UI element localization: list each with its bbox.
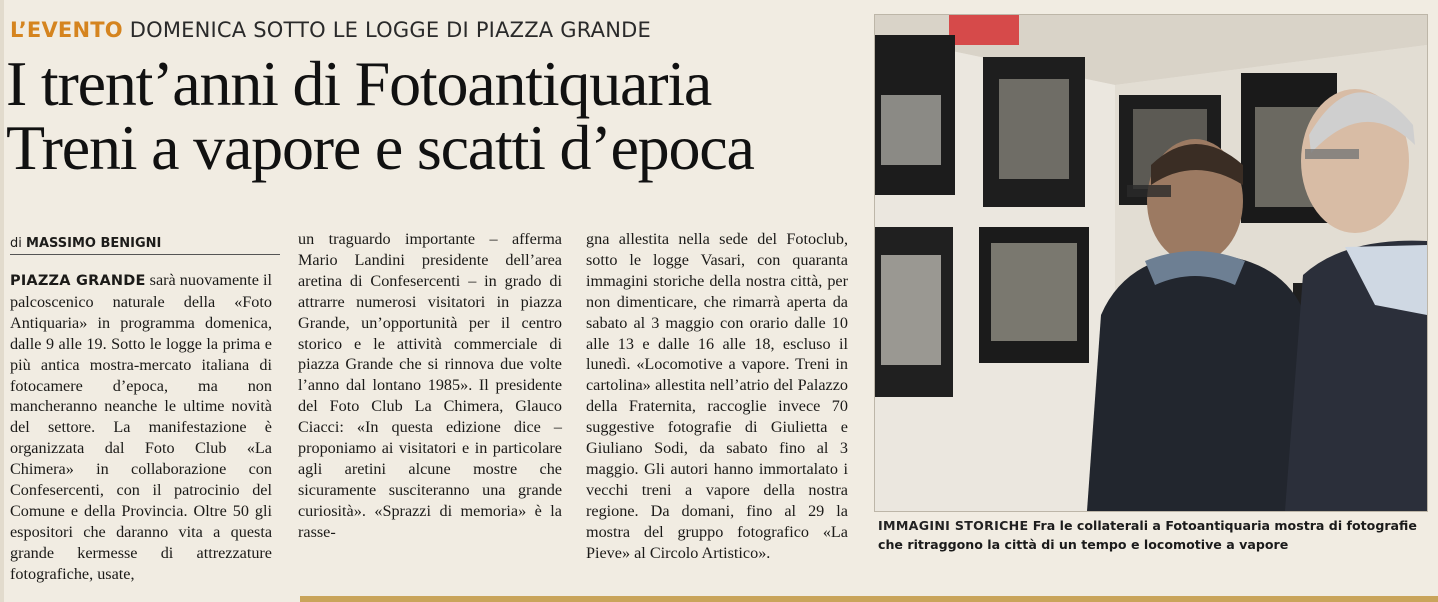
lead-word: PIAZZA GRANDE: [10, 273, 146, 289]
article-column-1: [10, 270, 272, 585]
caption-title: IMMAGINI STORICHE: [878, 518, 1029, 533]
exhibition-photo-illustration: [875, 15, 1427, 511]
byline: [10, 236, 161, 251]
headline-line-2: Treni a vapore e scatti d’epoca: [6, 112, 754, 183]
page-edge: [0, 0, 4, 602]
byline-author: MASSIMO BENIGNI: [26, 236, 162, 251]
headline-line-1: I trent’anni di Fotoantiquaria: [6, 48, 712, 119]
photo-caption: [878, 516, 1426, 554]
column-3-text: gna allestita nella sede del Fotoclub, sotto le logge Vasari, con quaranta immagini storiche della nostra città, per non dimenticare, che rimarrà aperta da sabato al 3 maggio con orario dalle 10 alle 13 e dalle 16 alle 18, escluso il lunedì. «Locomotive a vapore. Treni in cartolina» allestita nell’atrio del Palazzo della Fraternita, raccoglie invece 70 suggestive fotografie di Giulietta e Giuliano Sodi, da sabato fino al 3 maggio. Gli autori hanno immortalato i vecchi treni a vapore della nostra regione. Da domani, fino al 29 la mostra del gruppo fotografico «La Pieve» al Circolo Artistico».: [586, 230, 848, 562]
byline-prefix: di: [10, 236, 22, 251]
headline: [6, 48, 866, 183]
column-2-text: un traguardo importante – afferma Mario Landini presidente dell’area aretina di Confesercenti – in grado di attrarre numerosi visitatori in piazza Grande, un’opportunità per il centro storico e le attività commerciale di piazza Grande che si rinnova due volte l’anno dal lontano 1985». Il presidente del Foto Club La Chimera, Glauco Ciacci: «In questa edizione dice – proponiamo ai visitatori e in particolare agli aretini alcune mostre che sicuramente susciteranno una grande curiosità». «Sprazzi di memoria» è la rasse-: [298, 230, 562, 541]
exhibition-photo: [874, 14, 1428, 512]
article-column-2: [298, 229, 562, 543]
byline-rule: [10, 254, 280, 255]
bottom-strip: [300, 596, 1438, 602]
kicker-tag: L’EVENTO: [10, 18, 123, 42]
kicker-text: DOMENICA SOTTO LE LOGGE DI PIAZZA GRANDE: [129, 18, 651, 42]
column-1-text: sarà nuovamente il palcoscenico naturale della «Foto Antiquaria» in programma domenica, dalle 9 alle 19. Sotto le logge la prima e più antica mostra-mercato italiana di fotocamere d’epoca, ma non mancheranno neanche le ultime novità del settore. La manifestazione è organizzata dal Foto Club «La Chimera» in collaborazione con Confesercenti, con il patrocinio del Comune e della Provincia. Oltre 50 gli espositori che daranno vita a questa grande kermesse di attrezzature fotografiche, usate,: [10, 271, 272, 583]
article-column-3: [586, 229, 848, 564]
caption-text: Fra le collaterali a Fotoantiquaria mostra di fotografie che ritraggono la città di un tempo e locomotive a vapore: [878, 518, 1417, 552]
kicker: [10, 18, 651, 42]
